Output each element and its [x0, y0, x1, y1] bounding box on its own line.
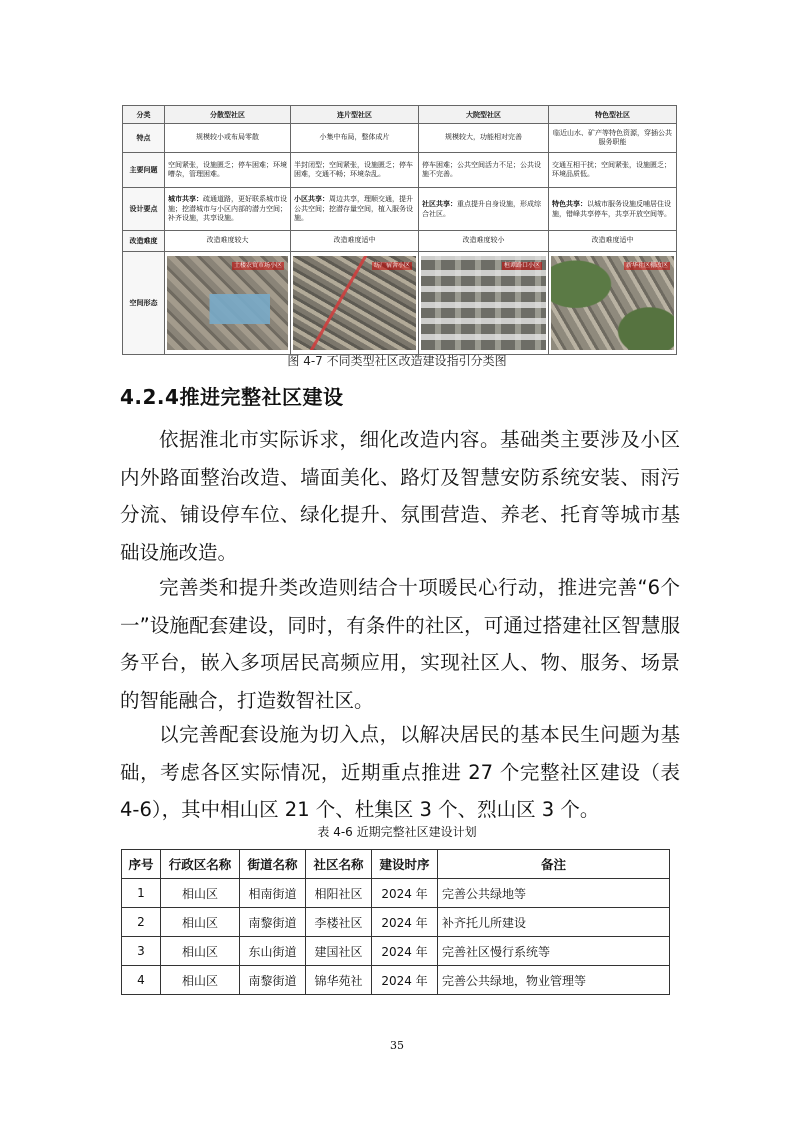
cell-schedule: 2024 年 [372, 937, 438, 966]
fig-cell: 交通互相干扰；空间紧张，设施匮乏；环境品质低。 [549, 153, 677, 188]
cell-note: 补齐托儿所建设 [438, 908, 670, 937]
fig-cell: 规模较大，功能相对完善 [419, 124, 549, 153]
plan-header-cell: 序号 [122, 850, 161, 879]
design-text: 重点提升自身设施，形成综合社区。 [422, 200, 541, 218]
fig-row-spatial-form [123, 252, 677, 355]
aerial-photo [167, 256, 288, 350]
fig-cell [419, 188, 549, 231]
cell-community: 相阳社区 [306, 879, 372, 908]
cell-schedule: 2024 年 [372, 879, 438, 908]
fig-header-cell: 连片型社区 [291, 106, 419, 124]
cell-index: 4 [122, 966, 161, 995]
table-row [122, 937, 670, 966]
table-row [122, 966, 670, 995]
community-type-guide-table [122, 105, 677, 355]
table-row [122, 879, 670, 908]
cell-note: 完善公共绿地，物业管理等 [438, 966, 670, 995]
table-caption: 表 4-6 近期完整社区建设计划 [317, 825, 477, 839]
plan-header-cell: 社区名称 [306, 850, 372, 879]
fig-row-features [123, 124, 677, 153]
cell-community: 建国社区 [306, 937, 372, 966]
body-paragraph: 完善类和提升类改造则结合十项暖民心行动，推进完善“6个一”设施配套建设，同时，有条件的社区，可通过搭建社区智慧服务平台，嵌入多项居民高频应用，实现社区人、物、服务、场景的智能融合，打造数智社区。 [120, 576, 680, 712]
design-text: 以城市服务设施反哺居住设施，错峰共享停车，共享开放空间等。 [552, 200, 671, 218]
plan-header-cell: 建设时序 [372, 850, 438, 879]
body-paragraph: 以完善配套设施为切入点，以解决居民的基本民生问题为基础，考虑各区实际情况，近期重点推进 27 个完整社区建设（表4-6），其中相山区 21 个、杜集区 3 个、烈山区 3 个。 [120, 723, 680, 821]
fig-photo-cell [165, 252, 291, 355]
aerial-photo [293, 256, 416, 350]
photo-tag: 纺厂宿舍小区 [373, 262, 410, 269]
plan-header-cell: 街道名称 [240, 850, 306, 879]
cell-street: 南黎街道 [240, 966, 306, 995]
design-text: 疏通道路，更好联系城市设施；挖潜城市与小区内部的潜力空间；补齐设施，共享设施。 [168, 195, 287, 223]
fig-cell: 改造难度适中 [549, 231, 677, 252]
photo-tag: 新华社区棚改区 [625, 262, 668, 269]
fig-row-label: 主要问题 [123, 153, 165, 188]
fig-photo-cell [419, 252, 549, 355]
design-key: 特色共享： [552, 199, 587, 209]
fig-cell: 规模较小或布局零散 [165, 124, 291, 153]
cell-district: 相山区 [161, 879, 240, 908]
fig-cell: 停车困难；公共空间活力不足；公共设施不完善。 [419, 153, 549, 188]
cell-street: 相南街道 [240, 879, 306, 908]
aerial-photo [421, 256, 546, 350]
fig-row-label: 设计要点 [123, 188, 165, 231]
plan-table-header-row [122, 850, 670, 879]
fig-table-header-row [123, 106, 677, 124]
fig-header-cell: 分类 [123, 106, 165, 124]
photo-tag: 土楼农贸市场小区 [233, 262, 282, 269]
fig-cell: 改造难度较小 [419, 231, 549, 252]
fig-cell: 小集中布局，整体成片 [291, 124, 419, 153]
fig-row-label: 改造难度 [123, 231, 165, 252]
cell-note: 完善社区慢行系统等 [438, 937, 670, 966]
cell-district: 相山区 [161, 966, 240, 995]
body-paragraph: 依据淮北市实际诉求，细化改造内容。基础类主要涉及小区内外路面整治改造、墙面美化、路灯及智慧安防系统安装、雨污分流、铺设停车位、绿化提升、氛围营造、养老、托育等城市基础设施改造。 [120, 428, 680, 564]
fig-row-design-points [123, 188, 677, 231]
cell-index: 3 [122, 937, 161, 966]
fig-cell [291, 188, 419, 231]
community-plan-table [121, 849, 670, 995]
cell-index: 1 [122, 879, 161, 908]
fig-header-cell: 分散型社区 [165, 106, 291, 124]
fig-cell: 半封闭型；空间紧张，设施匮乏；停车困难，交通不畅；环境杂乱。 [291, 153, 419, 188]
cell-community: 李楼社区 [306, 908, 372, 937]
fig-cell: 临近山水、矿产等特色资源，穿插公共服务职能 [549, 124, 677, 153]
cell-note: 完善公共绿地等 [438, 879, 670, 908]
fig-row-label: 特点 [123, 124, 165, 153]
fig-header-cell: 特色型社区 [549, 106, 677, 124]
cell-community: 锦华苑社 [306, 966, 372, 995]
plan-header-cell: 备注 [438, 850, 670, 879]
cell-index: 2 [122, 908, 161, 937]
fig-photo-cell [549, 252, 677, 355]
photo-tag: 桓谭路口小区 [503, 262, 540, 269]
fig-cell: 改造难度较大 [165, 231, 291, 252]
design-text: 周边共享，理顺交通，提升公共空间；挖潜存量空间，植入服务设施。 [294, 195, 413, 223]
fig-row-difficulty [123, 231, 677, 252]
fig-cell [549, 188, 677, 231]
fig-cell [165, 188, 291, 231]
aerial-photo [551, 256, 674, 350]
fig-photo-cell [291, 252, 419, 355]
cell-schedule: 2024 年 [372, 966, 438, 995]
fig-header-cell: 大院型社区 [419, 106, 549, 124]
design-key: 社区共享： [422, 199, 457, 209]
cell-district: 相山区 [161, 937, 240, 966]
figure-caption: 图 4-7 不同类型社区改造建设指引分类图 [287, 354, 507, 368]
plan-header-cell: 行政区名称 [161, 850, 240, 879]
cell-district: 相山区 [161, 908, 240, 937]
page-number: 35 [390, 1039, 404, 1052]
fig-cell: 空间紧张，设施匮乏；停车困难；环境嘈杂，管理困难。 [165, 153, 291, 188]
cell-street: 东山街道 [240, 937, 306, 966]
table-row [122, 908, 670, 937]
section-heading: 4.2.4推进完整社区建设 [120, 385, 344, 409]
cell-schedule: 2024 年 [372, 908, 438, 937]
fig-cell: 改造难度适中 [291, 231, 419, 252]
design-key: 城市共享： [168, 194, 203, 204]
design-key: 小区共享： [294, 194, 329, 204]
fig-row-label: 空间形态 [123, 252, 165, 355]
cell-street: 南黎街道 [240, 908, 306, 937]
fig-row-problems [123, 153, 677, 188]
